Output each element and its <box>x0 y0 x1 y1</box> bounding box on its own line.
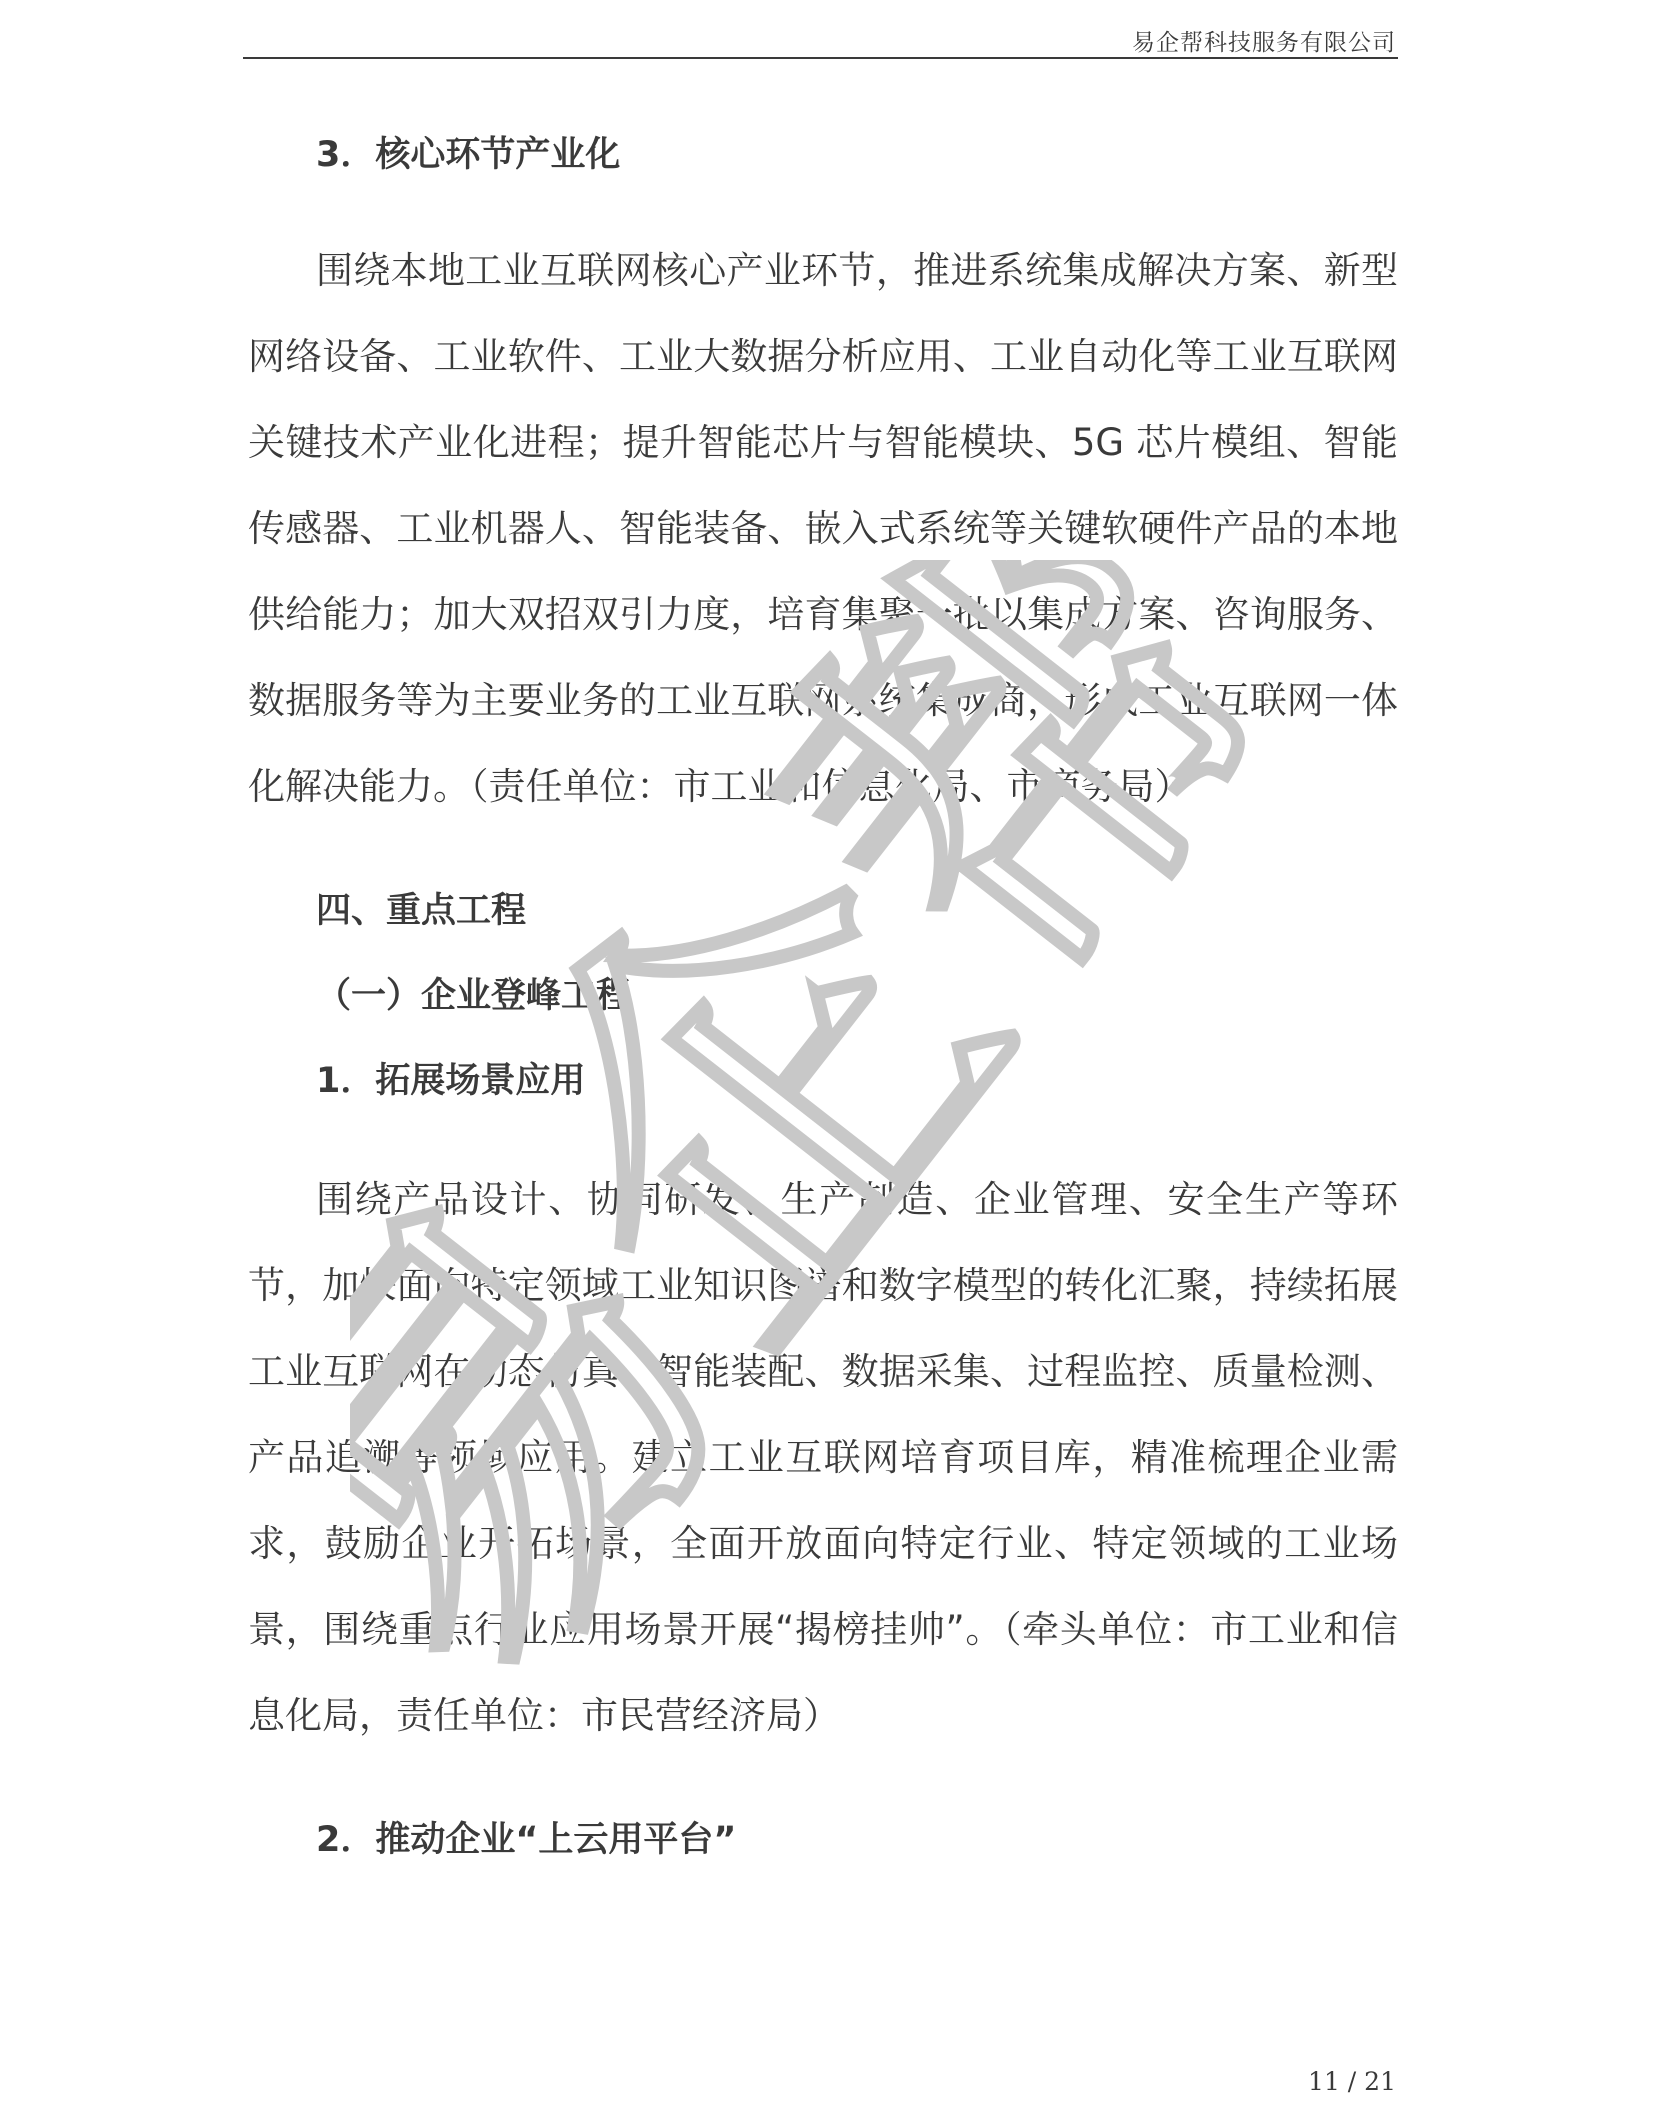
heading-key-projects: 四、重点工程 <box>316 891 527 931</box>
heading-cloud-platform: 2．推动企业“上云用平台” <box>316 1820 737 1860</box>
header-company-name: 易企帮科技服务有限公司 <box>1132 30 1396 56</box>
watermark-text: 易企帮 <box>350 560 1350 1760</box>
heading-enterprise-summit: （一）企业登峰工程 <box>316 976 632 1016</box>
paragraph-expand-scenes: 围绕产品设计、协同研发、生产制造、企业管理、安全生产等环节，加快面向特定领域工业知识图谱和数字模型的转化汇聚，持续拓展工业互联网在动态仿真、智能装配、数据采集、过程监控、质量检测、产品追溯等领域应用。建立工业互联网培育项目库，精准梳理企业需求，鼓励企业开拓场景，全面开放面向特定行业、特定领域的工业场景，围绕重点行业应用场景开展“揭榜挂帅”。（牵头单位：市工业和信息化局，责任单位：市民营经济局） <box>248 1178 1398 1737</box>
header-divider <box>243 57 1398 59</box>
heading-core-industrialization: 3．核心环节产业化 <box>316 135 621 175</box>
page-number: 11 / 21 <box>1308 2067 1396 2096</box>
paragraph-core-industrialization: 围绕本地工业互联网核心产业环节，推进系统集成解决方案、新型网络设备、工业软件、工业大数据分析应用、工业自动化等工业互联网关键技术产业化进程；提升智能芯片与智能模块、5G 芯片模组、智能传感器、工业机器人、智能装备、嵌入式系统等关键软硬件产品的本地供给能力；加大双招双引力度，培育集聚一批以集成方案、咨询服务、数据服务等为主要业务的工业互联网系统集成商，形成工业互联网一体化解决能力。（责任单位：市工业和信息化局、市商务局） <box>248 249 1398 808</box>
heading-expand-scenes: 1．拓展场景应用 <box>316 1061 586 1101</box>
